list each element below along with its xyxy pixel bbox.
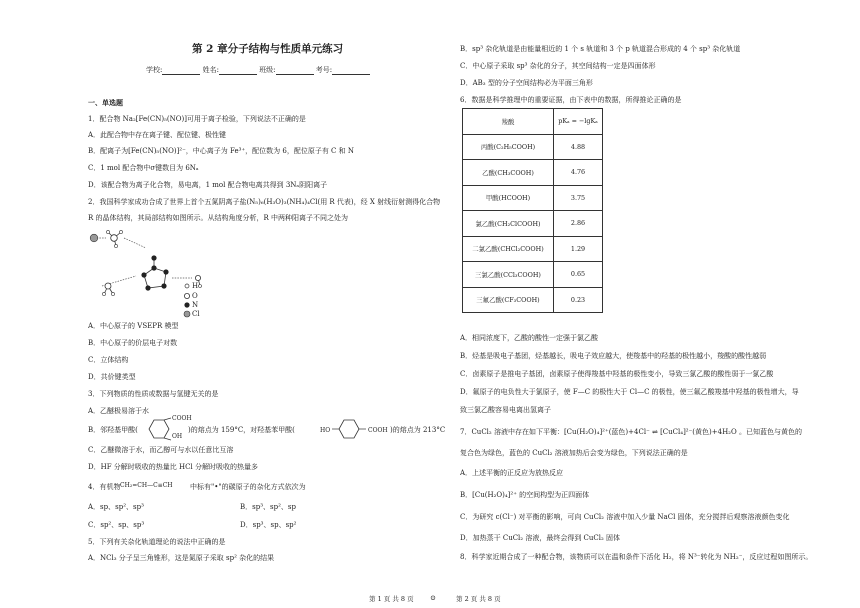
q6-option-a: A．相同浓度下，乙酸的酸性一定强于氯乙酸 [460, 334, 599, 342]
h-atom [111, 292, 114, 295]
n-atom [141, 272, 146, 277]
center-binding-mark: ⊙ [430, 594, 436, 602]
table-cell: 三氯乙酸(CCl₃COOH) [463, 262, 554, 288]
table-header-row [463, 109, 603, 135]
left-page-column [88, 0, 456, 590]
table-cell: 3.75 [554, 185, 603, 211]
q3-option-b-mid: )的熔点为 159°C，对羟基苯甲酸( [188, 426, 295, 434]
n-atom [151, 255, 156, 260]
q7-option-b: B．[Cu(H₂O)₄]²⁺ 的空间构型为正四面体 [460, 491, 590, 499]
q4-option-b: B．sp³、sp²、sp [240, 503, 296, 511]
table-row [463, 262, 603, 288]
q7-option-c: C．为研究 c(Cl⁻) 对平衡的影响，可向 CuCl₂ 溶液中加入少量 NaCl 固体，充分搅拌后观察溶液颜色变化 [460, 513, 790, 521]
legend-h-icon [185, 284, 189, 288]
name-label: 姓名: [202, 66, 219, 74]
page-footer-right: 第 2 页 共 8 页 [456, 595, 501, 603]
q5-option-c: C．中心原子采取 sp³ 杂化的分子，其空间结构一定是四面体形 [460, 62, 656, 70]
n-atom [161, 283, 166, 288]
question-2-stem: 2．我国科学家成功合成了世界上首个五氮阴离子盐(N₅)₆(H₃O)₃(NH₄)₄Cl(用 R 代表)，经 X 射线衍射测得化合物 [88, 198, 441, 206]
page-footer-left: 第 1 页 共 8 页 [369, 595, 414, 603]
crystal-structure-figure [88, 228, 218, 318]
q5-option-a: A．NCl₃ 分子呈三角锥形，这是氮原子采取 sp² 杂化的结果 [88, 554, 275, 562]
table-cell: 4.88 [554, 134, 603, 160]
paper-title: 第 2 章分子结构与性质单元练习 [192, 43, 344, 55]
q2-option-c: C．立体结构 [88, 356, 129, 364]
q3-option-d: D．HF 分解时吸收的热量比 HCl 分解时吸收的热量多 [88, 463, 258, 471]
q2-option-a: A．中心原子的 VSEPR 模型 [88, 322, 179, 330]
legend-cl-label: Cl [192, 310, 200, 318]
q1-option-b: B．配离子为[Fe(CN)₅(NO)]²⁻，中心离子为 Fe³⁺，配位数为 6，配位原子有 C 和 N [88, 147, 354, 155]
legend-n-icon [184, 302, 189, 307]
class-field[interactable] [276, 67, 314, 75]
question-6-stem: 6．数据是科学推理中的重要证据，由下表中的数据，所得推论正确的是 [460, 96, 682, 104]
table-header-pka: pKₐ = −lgKₐ [554, 109, 603, 135]
name-field[interactable] [219, 67, 257, 75]
student-info-row [146, 66, 370, 75]
q1-option-a: A．此配合物中存在离子键、配位键、极性键 [88, 131, 227, 139]
table-cell: 乙酸(CH₃COOH) [463, 160, 554, 186]
table-cell: 二氯乙酸(CHCl₂COOH) [463, 236, 554, 262]
exam-number-label: 考号: [315, 66, 333, 74]
table-cell: 0.23 [554, 287, 603, 313]
section-heading: 一、单选题 [88, 98, 123, 107]
h-atom [102, 292, 105, 295]
table-row [463, 160, 603, 186]
h-atom [199, 285, 202, 288]
table-cell: 4.76 [554, 160, 603, 186]
ortho-cooh-label: COOH [172, 415, 192, 422]
q1-option-c: C．1 mol 配合物中σ键数目为 6Nₐ [88, 164, 199, 172]
question-4-suffix: 中标有"•"的碳原子的杂化方式依次为 [190, 483, 306, 491]
question-5-stem: 5．下列有关杂化轨道理论的说法中正确的是 [88, 538, 226, 546]
legend-h-label: H [192, 282, 199, 290]
question-7-stem-cont: 复合色为绿色，蓝色的 CuCl₂ 溶液加热后会变为绿色，下列说法正确的是 [460, 449, 688, 457]
table-cell: 甲酸(HCOOH) [463, 185, 554, 211]
table-cell: 0.65 [554, 262, 603, 288]
q4-option-a: A．sp、sp²、sp³ [88, 503, 144, 511]
cl-atom [90, 234, 98, 242]
q2-option-d: D．共价键类型 [88, 373, 136, 381]
q6-option-b: B．烃基是吸电子基团，烃基越长，吸电子效应越大，使羧基中的羟基的极性越小，羧酸的酸性越弱 [460, 352, 767, 360]
question-1-stem: 1．配合物 Na₂[Fe(CN)₅(NO)]可用于离子检验，下列说法不正确的是 [88, 115, 306, 123]
n-atom [163, 269, 168, 274]
question-8-stem: 8．科学家近期合成了一种配合物，该物质可以在温和条件下活化 H₂，将 N³⁻转化为 NH₂⁻，反应过程如图所示。 [460, 553, 813, 561]
q6-option-c: C．卤素原子是推电子基团，卤素原子使得羧基中羟基的极性变小，导致三氯乙酸的酸性弱于一氯乙酸 [460, 370, 774, 378]
q4-option-d: D．sp³、sp、sp² [240, 521, 297, 529]
class-label: 班级: [259, 66, 276, 74]
q2-option-b: B．中心原子的价层电子对数 [88, 339, 178, 347]
q3-option-b-suffix: )的熔点为 213°C [390, 426, 446, 434]
question-3-stem: 3．下列物质的性质或数据与氢键无关的是 [88, 390, 219, 398]
q1-option-d: D．该配合物为离子化合物，易电离，1 mol 配合物电离共得到 3Nₐ阴阳离子 [88, 181, 328, 189]
q4-option-c: C．sp²、sp、sp³ [88, 521, 145, 529]
legend-n-label: N [192, 301, 199, 309]
q5-option-d: D．AB₃ 型的分子空间结构必为平面三角形 [460, 79, 593, 87]
legend-o-label: O [192, 292, 198, 300]
exam-number-field[interactable] [332, 67, 370, 75]
table-row [463, 211, 603, 237]
table-row [463, 236, 603, 262]
right-page-column [460, 0, 832, 590]
table-row [463, 134, 603, 160]
table-cell: 三氟乙酸(CF₃COOH) [463, 287, 554, 313]
table-cell: 氯乙酸(CH₂ClCOOH) [463, 211, 554, 237]
h-atom [106, 230, 109, 233]
q6-option-d: D．氟原子的电负性大于氯原子，使 F—C 的极性大于 Cl—C 的极性，使三氟乙酸羧基中羟基的极性增大，导 [460, 388, 799, 396]
o-atom [195, 275, 200, 280]
q3-option-b-prefix: B．邻羟基甲酸( [88, 426, 138, 434]
table-cell: 2.86 [554, 211, 603, 237]
school-label: 学校: [146, 66, 163, 74]
q7-option-a: A．上述平衡的正反应为放热反应 [460, 469, 564, 477]
n-atom [151, 265, 156, 270]
question-2-stem-cont: R 的晶体结构，其局部结构如图所示。从结构角度分析，R 中两种阳离子不同之处为 [88, 214, 348, 222]
table-row [463, 287, 603, 313]
h-atom [119, 230, 122, 233]
para-ho-label: HO [320, 427, 331, 434]
q7-option-d: D．加热蒸干 CuCl₂ 溶液，最终会得到 CuCl₂ 固体 [460, 534, 621, 542]
question-4-prefix: 4．有机物 [88, 483, 121, 491]
q3-option-a: A．乙醚极易溶于水 [88, 407, 150, 415]
question-7-stem: 7．CuCl₂ 溶液中存在如下平衡：[Cu(H₂O)₄]²⁺(蓝色)+4Cl⁻ ⇌ [CuCl₄]²⁻(黄色)+4H₂O 。已知蓝色与黄色的 [460, 428, 802, 436]
o-atom [111, 235, 118, 242]
pka-data-table [462, 108, 603, 313]
para-cooh-label: COOH [368, 427, 388, 434]
q5-option-b: B．sp³ 杂化轨道是由能量相近的 1 个 s 轨道和 3 个 p 轨道混合形成的 4 个 sp³ 杂化轨道 [460, 45, 741, 53]
table-cell: 1.29 [554, 236, 603, 262]
o-atom [105, 283, 111, 289]
table-cell: 丙酸(C₂H₅COOH) [463, 134, 554, 160]
q6-option-d-cont: 致三氯乙酸容易电离出氢离子 [460, 406, 551, 414]
legend-cl-icon [184, 311, 190, 317]
school-field[interactable] [162, 67, 200, 75]
legend-o-icon [184, 293, 189, 298]
table-row [463, 185, 603, 211]
q3-option-c: C．乙醚微溶于水，而乙醇可与水以任意比互溶 [88, 446, 234, 454]
q4-formula: CH₂=CH—C≡CH [120, 482, 173, 489]
h-atom [114, 244, 117, 247]
table-header-acid: 羧酸 [463, 109, 554, 135]
n-atom [145, 285, 150, 290]
ortho-oh-label: OH [172, 433, 183, 440]
para-hydroxybenzoic-acid-structure [332, 416, 368, 442]
